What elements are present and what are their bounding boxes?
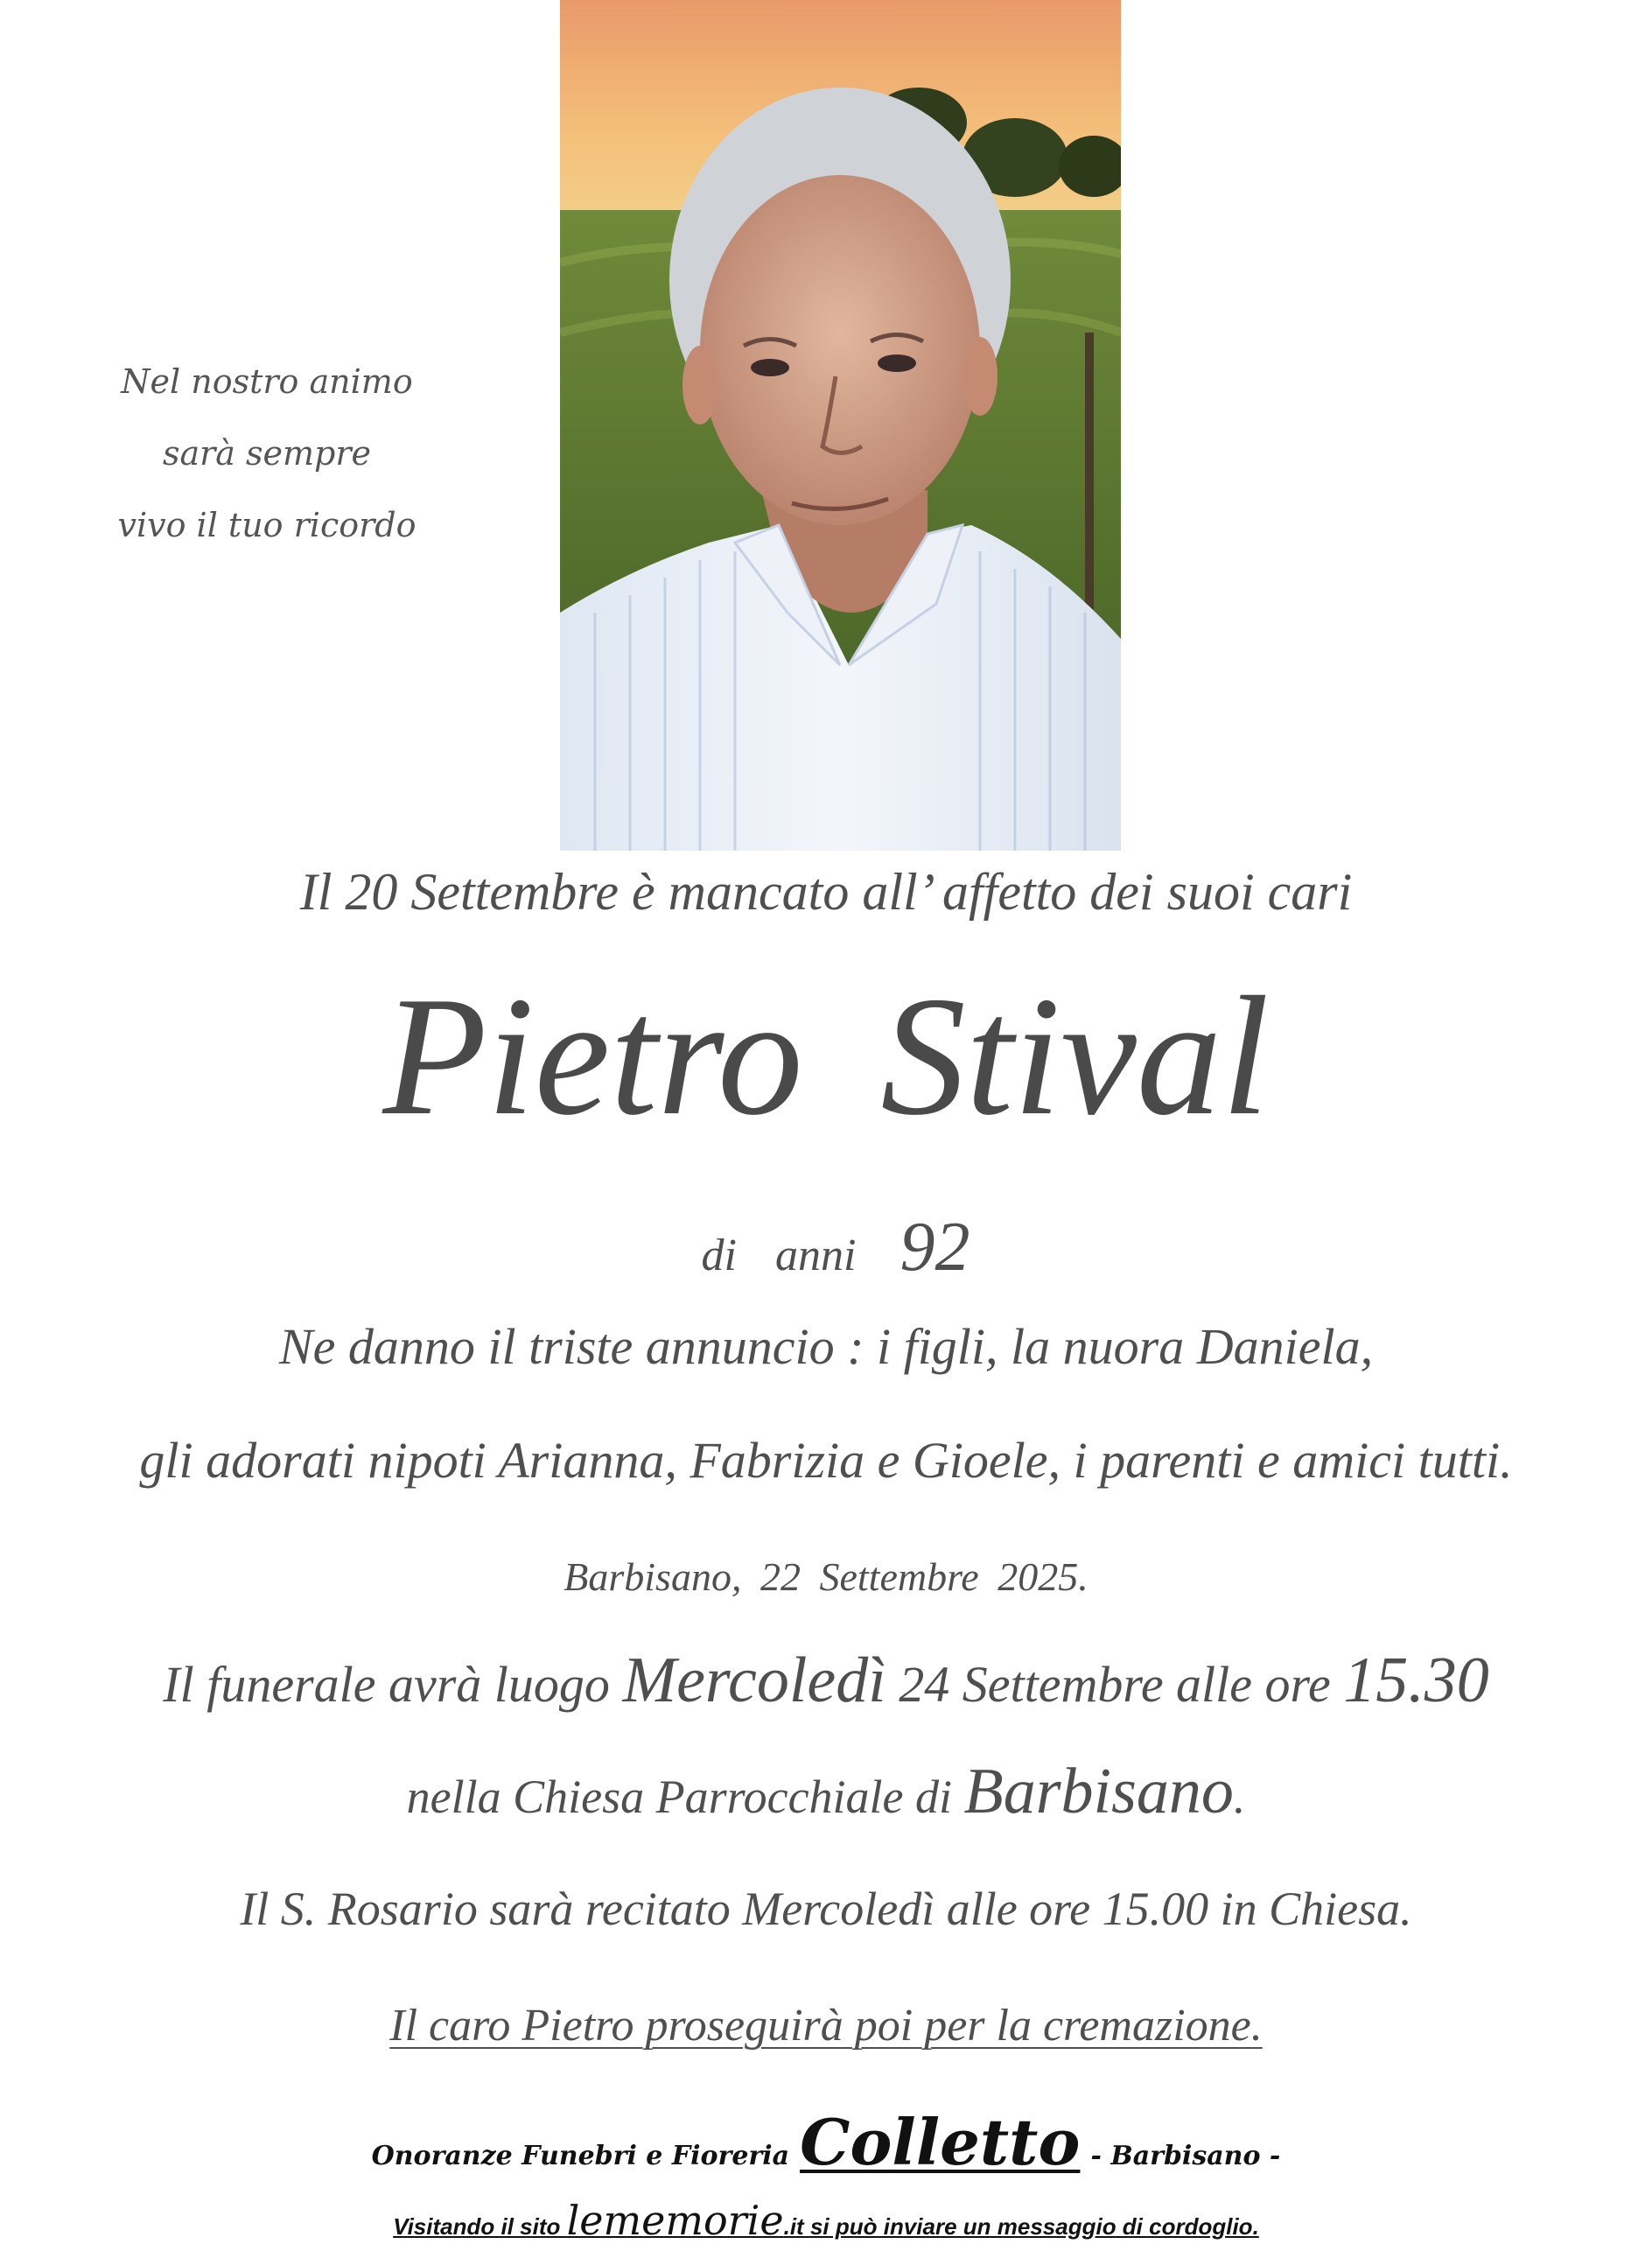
memorial-quote (61, 346, 472, 561)
funeral-mid: 24 Settembre alle ore (886, 1656, 1344, 1713)
deceased-name: Pietro Stival (382, 962, 1270, 1151)
intro-line: Il 20 Settembre è mancato all’ affetto dei suoi cari (299, 863, 1353, 921)
portrait-illustration (560, 0, 1121, 851)
funeral-pre: Il funerale avrà luogo (163, 1656, 623, 1713)
age-line (0, 1208, 1652, 1287)
cremation-line: Il caro Pietro proseguirà poi per la cremazione. (389, 2001, 1263, 2051)
website-line[interactable] (0, 2197, 1652, 2244)
funeral-church: nella Chiesa Parrocchiale di (406, 1771, 964, 1823)
announcement-line-1: Ne danno il triste annuncio : i figli, la nuora Daniela, (278, 1318, 1374, 1375)
website-pre: Visitando il sito (393, 2213, 567, 2240)
funeral-period: . (1233, 1771, 1246, 1823)
rosary-line: Il S. Rosario sarà recitato Mercoledì alle ore 15.00 in Chiesa. (240, 1883, 1412, 1935)
website-post: .it si può inviare un messaggio di cordoglio. (783, 2213, 1259, 2240)
funeral-home-brand: Colletto (800, 2105, 1081, 2179)
announcement-line-2: gli adorati nipoti Arianna, Fabrizia e Gioele, i parenti e amici tutti. (139, 1432, 1513, 1489)
funeral-day: Mercoledì (622, 1644, 886, 1716)
funeral-home-pre: Onoranze Funebri e Fioreria (371, 2141, 790, 2171)
funeral-line-1 (0, 1644, 1652, 1718)
quote-line-1: Nel nostro animo (121, 362, 413, 401)
website-link[interactable]: lememorie (566, 2197, 784, 2244)
quote-line-2: sarà sempre (162, 434, 372, 473)
funeral-town: Barbisano (963, 1756, 1234, 1827)
place-date: Barbisano, 22 Settembre 2025. (564, 1554, 1088, 1599)
age-di: di (701, 1231, 737, 1280)
age-anni: anni (775, 1231, 857, 1280)
funeral-time: 15.30 (1343, 1644, 1489, 1716)
funeral-home-line (0, 2105, 1652, 2179)
funeral-home-post: - Barbisano - (1090, 2141, 1281, 2171)
portrait-photo (560, 0, 1121, 851)
quote-line-3: vivo il tuo ricordo (117, 506, 416, 544)
funeral-line-2 (0, 1755, 1652, 1829)
age-value: 92 (900, 1209, 970, 1286)
